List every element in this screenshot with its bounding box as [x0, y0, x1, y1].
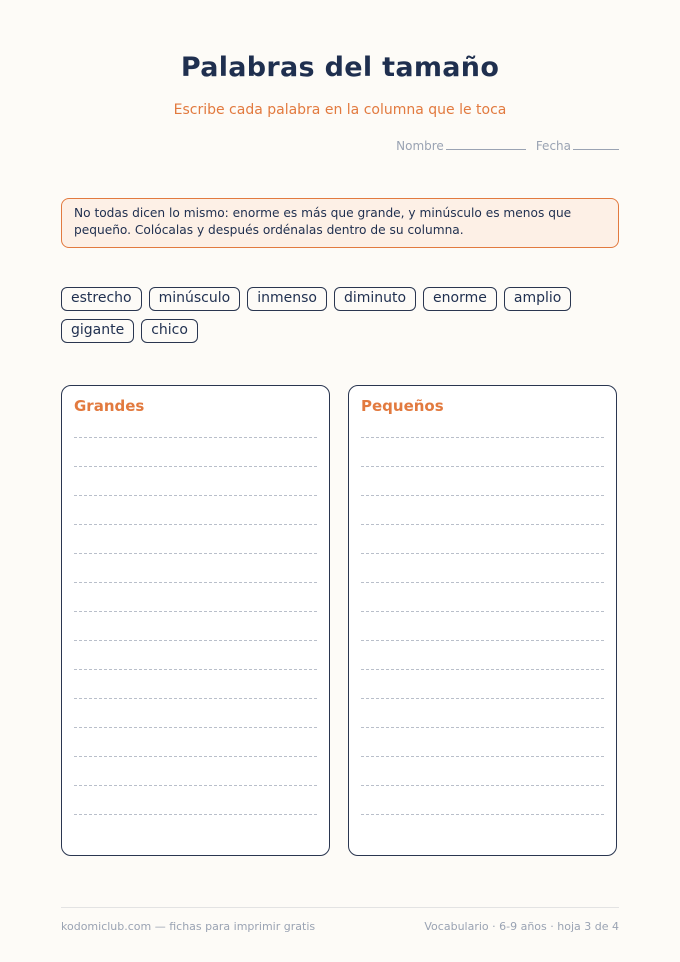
name-label: Nombre	[396, 139, 444, 153]
writing-line[interactable]	[361, 437, 604, 438]
name-field[interactable]	[396, 139, 526, 153]
writing-line[interactable]	[74, 466, 317, 467]
word-chip[interactable]: amplio	[504, 287, 571, 311]
writing-line[interactable]	[361, 727, 604, 728]
writing-line[interactable]	[74, 524, 317, 525]
writing-line[interactable]	[74, 785, 317, 786]
name-line	[446, 149, 526, 150]
word-chip[interactable]: gigante	[61, 319, 134, 343]
column-grandes	[61, 385, 330, 856]
writing-line[interactable]	[74, 698, 317, 699]
writing-line[interactable]	[74, 437, 317, 438]
word-chip[interactable]: minúsculo	[149, 287, 241, 311]
writing-line[interactable]	[361, 611, 604, 612]
writing-line[interactable]	[361, 582, 604, 583]
footer-divider	[61, 907, 619, 908]
writing-line[interactable]	[361, 814, 604, 815]
writing-line[interactable]	[361, 756, 604, 757]
footer-info: Vocabulario · 6-9 años · hoja 3 de 4	[424, 920, 619, 933]
writing-line[interactable]	[74, 553, 317, 554]
writing-line[interactable]	[361, 553, 604, 554]
date-field[interactable]	[536, 139, 619, 153]
writing-line[interactable]	[74, 582, 317, 583]
writing-line[interactable]	[74, 814, 317, 815]
writing-line[interactable]	[361, 495, 604, 496]
column-heading-grandes: Grandes	[74, 397, 145, 415]
date-line	[573, 149, 619, 150]
writing-line[interactable]	[74, 756, 317, 757]
writing-line[interactable]	[361, 698, 604, 699]
date-label: Fecha	[535, 139, 571, 153]
name-date-fields	[396, 139, 619, 153]
footer-site: kodomiclub.com — fichas para imprimir gratis	[61, 920, 316, 933]
writing-line[interactable]	[74, 611, 317, 612]
word-chip[interactable]: estrecho	[61, 287, 142, 311]
writing-lines[interactable]	[74, 437, 317, 843]
writing-lines[interactable]	[361, 437, 604, 843]
writing-line[interactable]	[361, 640, 604, 641]
writing-line[interactable]	[361, 669, 604, 670]
word-bank	[61, 287, 621, 343]
instructions-box: No todas dicen lo mismo: enorme es más que grande, y minúsculo es menos que pequeño. Colócalas y después ordénalas dentro de su columna.	[61, 198, 619, 248]
column-pequenos	[348, 385, 617, 856]
column-heading-pequenos: Pequeños	[361, 397, 444, 415]
word-chip[interactable]: enorme	[423, 287, 497, 311]
writing-line[interactable]	[74, 727, 317, 728]
writing-line[interactable]	[74, 495, 317, 496]
page-subtitle: Escribe cada palabra en la columna que le toca	[173, 102, 507, 118]
writing-line[interactable]	[361, 785, 604, 786]
writing-line[interactable]	[361, 524, 604, 525]
word-chip[interactable]: diminuto	[334, 287, 416, 311]
writing-line[interactable]	[74, 640, 317, 641]
word-chip[interactable]: chico	[141, 319, 198, 343]
page-title: Palabras del tamaño	[180, 52, 500, 83]
writing-line[interactable]	[74, 669, 317, 670]
writing-line[interactable]	[361, 466, 604, 467]
word-chip[interactable]: inmenso	[247, 287, 327, 311]
